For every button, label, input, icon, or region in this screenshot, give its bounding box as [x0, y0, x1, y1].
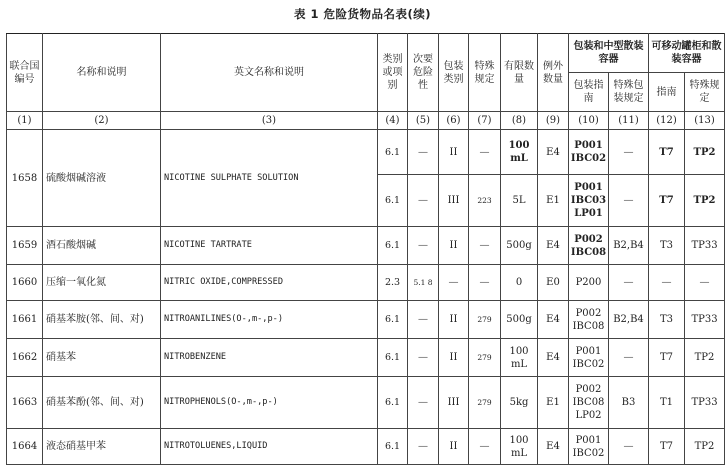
- table-row: [7, 339, 725, 377]
- header-class: 类别或项别: [378, 34, 408, 112]
- limited-quantity: 500g: [501, 301, 538, 339]
- name-cn: 硝基苯: [43, 339, 161, 377]
- col-number: (12): [649, 112, 685, 130]
- tank-instruction: T7: [649, 429, 685, 465]
- excepted-quantity: E4: [538, 227, 569, 265]
- header-special-provisions: 特殊规定: [469, 34, 501, 112]
- limited-quantity: 5kg: [501, 377, 538, 429]
- packing-instruction: P001 IBC02: [569, 130, 609, 175]
- name-en: NICOTINE SULPHATE SOLUTION: [161, 130, 378, 227]
- col-number: (3): [161, 112, 378, 130]
- header-excepted-quantity: 例外数量: [538, 34, 569, 112]
- excepted-quantity: E1: [538, 175, 569, 227]
- un-number: 1660: [7, 265, 43, 301]
- sub-risk: 5.1 8: [408, 265, 439, 301]
- tank-special: TP33: [685, 227, 725, 265]
- limited-quantity: 500g: [501, 227, 538, 265]
- packing-instruction: P002 IBC08 LP02: [569, 377, 609, 429]
- tank-special: TP33: [685, 377, 725, 429]
- header-tank-special: 特殊规定: [685, 73, 725, 112]
- packing-instruction: P002 IBC08: [569, 301, 609, 339]
- un-number: 1658: [7, 130, 43, 227]
- col-number: (11): [609, 112, 649, 130]
- excepted-quantity: E4: [538, 301, 569, 339]
- sub-risk: —: [408, 339, 439, 377]
- packing-group: II: [439, 130, 469, 175]
- class: 6.1: [378, 301, 408, 339]
- sub-risk: —: [408, 175, 439, 227]
- class: 6.1: [378, 377, 408, 429]
- table-row: [7, 265, 725, 301]
- special-packing: B2,B4: [609, 301, 649, 339]
- excepted-quantity: E4: [538, 339, 569, 377]
- tank-special: TP2: [685, 429, 725, 465]
- tank-instruction: T7: [649, 175, 685, 227]
- special-provision: 279: [469, 377, 501, 429]
- name-en: NITROANILINES(O-,m-,p-): [161, 301, 378, 339]
- limited-quantity: 0: [501, 265, 538, 301]
- column-number-row: [7, 112, 725, 130]
- packing-instruction: P001 IBC03 LP01: [569, 175, 609, 227]
- special-provision: 279: [469, 301, 501, 339]
- special-provision: —: [469, 429, 501, 465]
- table-row: [7, 227, 725, 265]
- col-number: (13): [685, 112, 725, 130]
- class: 6.1: [378, 175, 408, 227]
- un-number: 1659: [7, 227, 43, 265]
- col-number: (7): [469, 112, 501, 130]
- sub-risk: —: [408, 301, 439, 339]
- special-provision: 279: [469, 339, 501, 377]
- sub-risk: —: [408, 130, 439, 175]
- limited-quantity: 100 mL: [501, 130, 538, 175]
- name-en: NITROPHENOLS(O-,m-,p-): [161, 377, 378, 429]
- table-title: 表 1 危险货物品名表(续): [293, 7, 432, 21]
- header-tank-instruction: 指南: [649, 73, 685, 112]
- packing-group: III: [439, 377, 469, 429]
- special-provision: —: [469, 265, 501, 301]
- un-number: 1662: [7, 339, 43, 377]
- col-number: (2): [43, 112, 161, 130]
- header-special-packing: 特殊包装规定: [609, 73, 649, 112]
- special-provision: 223: [469, 175, 501, 227]
- col-number: (1): [7, 112, 43, 130]
- header-packing-group: 包装类别: [439, 34, 469, 112]
- excepted-quantity: E0: [538, 265, 569, 301]
- col-number: (4): [378, 112, 408, 130]
- tank-instruction: T3: [649, 227, 685, 265]
- special-packing: —: [609, 429, 649, 465]
- name-en: NITROBENZENE: [161, 339, 378, 377]
- special-provision: —: [469, 227, 501, 265]
- col-number: (9): [538, 112, 569, 130]
- tank-instruction: —: [649, 265, 685, 301]
- limited-quantity: 5L: [501, 175, 538, 227]
- limited-quantity: 100 mL: [501, 339, 538, 377]
- name-en: NITRIC OXIDE,COMPRESSED: [161, 265, 378, 301]
- sub-risk: —: [408, 377, 439, 429]
- name-cn: 酒石酸烟碱: [43, 227, 161, 265]
- un-number: 1663: [7, 377, 43, 429]
- table-row: [7, 377, 725, 429]
- packing-group: II: [439, 227, 469, 265]
- special-packing: —: [609, 130, 649, 175]
- class: 6.1: [378, 130, 408, 175]
- class: 6.1: [378, 227, 408, 265]
- special-packing: —: [609, 175, 649, 227]
- sub-risk: —: [408, 429, 439, 465]
- table-row: [7, 130, 725, 175]
- name-cn: 液态硝基甲苯: [43, 429, 161, 465]
- tank-instruction: T7: [649, 339, 685, 377]
- limited-quantity: 100 mL: [501, 429, 538, 465]
- packing-instruction: P001 IBC02: [569, 339, 609, 377]
- col-number: (6): [439, 112, 469, 130]
- packing-group: —: [439, 265, 469, 301]
- name-en: NICOTINE TARTRATE: [161, 227, 378, 265]
- header-packing-instruction: 包装指南: [569, 73, 609, 112]
- tank-special: TP2: [685, 130, 725, 175]
- table-row: [7, 429, 725, 465]
- header-limited-quantity: 有限数量: [501, 34, 538, 112]
- tank-instruction: T1: [649, 377, 685, 429]
- excepted-quantity: E4: [538, 429, 569, 465]
- class: 2.3: [378, 265, 408, 301]
- tank-special: —: [685, 265, 725, 301]
- header-un-number: 联合国编号: [7, 34, 43, 112]
- excepted-quantity: E1: [538, 377, 569, 429]
- header-name-cn: 名称和说明: [43, 34, 161, 112]
- table-row: [7, 301, 725, 339]
- un-number: 1664: [7, 429, 43, 465]
- header-sub-risk: 次要危险性: [408, 34, 439, 112]
- special-packing: —: [609, 265, 649, 301]
- name-cn: 硝基苯酚(邻、间、对): [43, 377, 161, 429]
- packing-group: II: [439, 339, 469, 377]
- header-name-en: 英文名称和说明: [161, 34, 378, 112]
- name-cn: 硝基苯胺(邻、间、对): [43, 301, 161, 339]
- special-packing: —: [609, 339, 649, 377]
- name-en: NITROTOLUENES,LIQUID: [161, 429, 378, 465]
- class: 6.1: [378, 339, 408, 377]
- class: 6.1: [378, 429, 408, 465]
- header-portable-tanks: 可移动罐柜和散装容器: [649, 34, 725, 73]
- special-packing: B2,B4: [609, 227, 649, 265]
- tank-instruction: T3: [649, 301, 685, 339]
- packing-instruction: P001 IBC02: [569, 429, 609, 465]
- sub-risk: —: [408, 227, 439, 265]
- packing-group: III: [439, 175, 469, 227]
- packing-instruction: P200: [569, 265, 609, 301]
- dangerous-goods-table: [6, 33, 725, 465]
- header-packagings-ibc: 包装和中型散装容器: [569, 34, 649, 73]
- packing-group: II: [439, 301, 469, 339]
- packing-group: II: [439, 429, 469, 465]
- tank-special: TP2: [685, 339, 725, 377]
- excepted-quantity: E4: [538, 130, 569, 175]
- tank-special: TP2: [685, 175, 725, 227]
- name-cn: 硫酸烟碱溶液: [43, 130, 161, 227]
- name-cn: 压缩一氧化氮: [43, 265, 161, 301]
- col-number: (5): [408, 112, 439, 130]
- special-provision: —: [469, 130, 501, 175]
- un-number: 1661: [7, 301, 43, 339]
- packing-instruction: P002 IBC08: [569, 227, 609, 265]
- tank-instruction: T7: [649, 130, 685, 175]
- col-number: (8): [501, 112, 538, 130]
- col-number: (10): [569, 112, 609, 130]
- special-packing: B3: [609, 377, 649, 429]
- tank-special: TP33: [685, 301, 725, 339]
